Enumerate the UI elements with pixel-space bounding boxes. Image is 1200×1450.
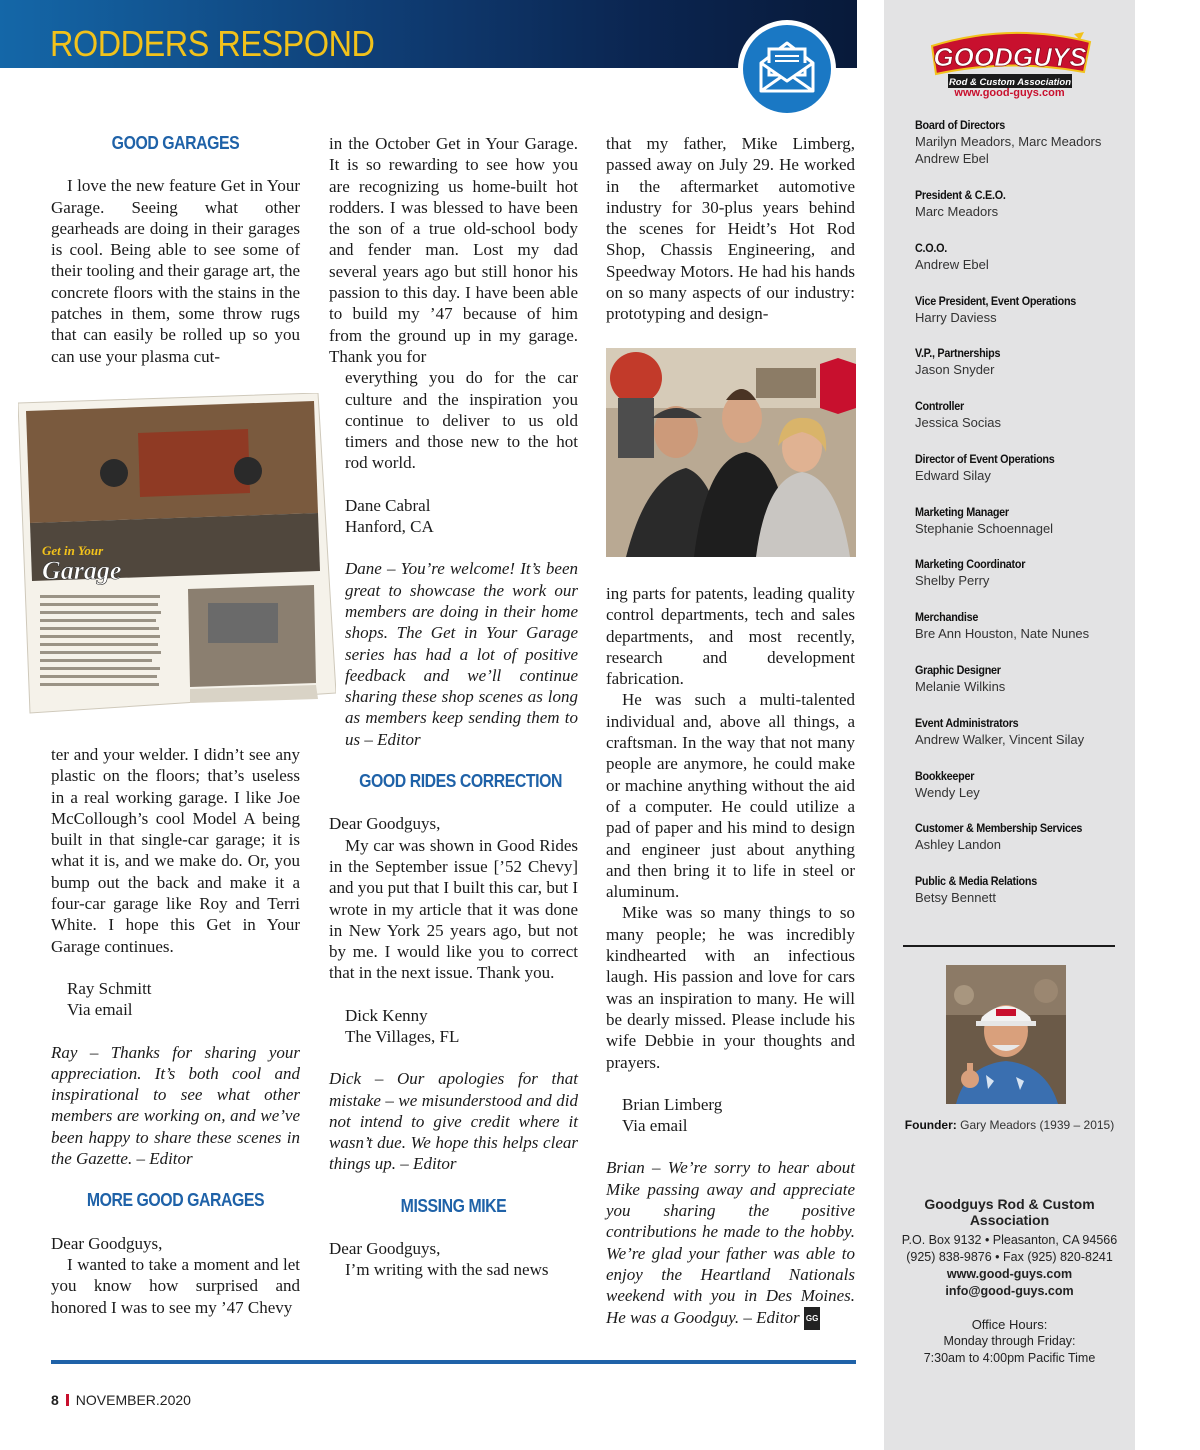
section-title: RODDERS RESPOND bbox=[50, 23, 375, 64]
staff-role: President & C.E.O. bbox=[915, 188, 1006, 202]
staff-role: Graphic Designer bbox=[915, 663, 1001, 677]
editor-reply-text: Brian – We’re sorry to hear about Mike passing away and appreciate you sharing the positive contributions he made to the hobby. We’re glad your father was able to enjoy the Heartland Nationals weekend with you in Des Moines. He was a Goodguy. – Editor bbox=[606, 1158, 855, 1327]
signature-name: Brian Limberg bbox=[622, 1094, 723, 1114]
staff-role: Director of Event Operations bbox=[915, 452, 1055, 466]
salutation: Dear Goodguys, bbox=[329, 814, 441, 834]
signature-from: Via email bbox=[622, 1116, 688, 1136]
staff-coo bbox=[915, 241, 1130, 273]
letter-paragraph: I love the new feature Get in Your Garage. Seeing what other gearheads are doing in their garages is cool. Being able to see some of their tooling and their garage art, the concrete floors with the stains in the patches in them, some throw rugs that can easily be rolled up so you can use your plasma cut- bbox=[51, 176, 300, 366]
contact-org: Goodguys Rod & Custom Association bbox=[924, 1196, 1095, 1228]
staff-names: Wendy Ley bbox=[915, 785, 980, 800]
staff-merchandise bbox=[915, 610, 1130, 642]
heading-more-good-garages: MORE GOOD GARAGES bbox=[86, 1190, 265, 1211]
heading-good-garages: GOOD GARAGES bbox=[111, 133, 240, 153]
founder-caption bbox=[884, 1118, 1135, 1132]
issue-date: NOVEMBER.2020 bbox=[75, 1392, 191, 1408]
contact-address: P.O. Box 9132 • Pleasanton, CA 94566 bbox=[901, 1233, 1118, 1247]
letter-paragraph: He was such a multi-talented individual and, above all things, a craftsman. In the way that not many people are anymore, he could make or machine anything without the aid of a computer. He could utilize a pad of paper and his mind to design and engineer just about anything and then bring it to life in steel or aluminum. bbox=[606, 690, 855, 902]
magazine-title-line-2: Garage bbox=[42, 556, 122, 585]
staff-names: Marc Meadors bbox=[915, 204, 999, 219]
staff-role: Board of Directors bbox=[915, 118, 1005, 132]
signature-name: Dick Kenny bbox=[345, 1005, 428, 1025]
footer-separator bbox=[66, 1394, 69, 1406]
contact-website[interactable]: www.good-guys.com bbox=[946, 1267, 1073, 1281]
staff-vp-partnerships bbox=[915, 346, 1130, 378]
staff-media-relations bbox=[915, 874, 1130, 906]
page-number: 8 bbox=[51, 1392, 59, 1408]
staff-names: Melanie Wilkins bbox=[915, 679, 1006, 694]
staff-customer-services bbox=[915, 821, 1130, 853]
editor-reply bbox=[606, 1157, 855, 1330]
staff-names: Andrew Walker, Vincent Silay bbox=[915, 732, 1085, 747]
staff-director-events bbox=[915, 452, 1130, 484]
letter-paragraph: ter and your welder. I didn’t see any plastic on the floors; that’s useless in a real working garage. I like Joe McCollough’s cool Model A being built in that single-car garage; it is what it is, and we make do. Or, you bump out the back and make it a four-car garage like Roy and Terri White. I hope this Get in Your Garage continues. bbox=[51, 745, 300, 956]
column-3 bbox=[606, 133, 855, 325]
staff-role: Bookkeeper bbox=[915, 769, 975, 783]
staff-names: Harry Daviess bbox=[915, 310, 997, 325]
magazine-title-line-1: Get in Your bbox=[42, 543, 104, 558]
column-2 bbox=[329, 133, 578, 1281]
logo-url: www.good-guys.com bbox=[954, 87, 1065, 99]
staff-names: Shelby Perry bbox=[915, 573, 990, 588]
heading-good-rides-correction: GOOD RIDES CORRECTION bbox=[359, 771, 562, 792]
staff-graphic-designer bbox=[915, 663, 1130, 695]
end-mark-icon: GG bbox=[804, 1307, 820, 1330]
staff-controller bbox=[915, 399, 1130, 431]
staff-marketing-coordinator bbox=[915, 557, 1130, 589]
contact-email[interactable]: info@good-guys.com bbox=[945, 1284, 1074, 1298]
contact-phone: (925) 838-9876 • Fax (925) 820-8241 bbox=[906, 1250, 1113, 1264]
letter-paragraph: My car was shown in Good Rides in the September issue [’52 Chevy] and you put that I built this car, but I wrote in my article that it was done in New York 25 years ago, but not by me. I would like you to correct that in the next issue. Thank you. bbox=[329, 835, 578, 983]
hours-days: Monday through Friday: bbox=[943, 1334, 1076, 1348]
section-header bbox=[0, 0, 857, 68]
staff-bookkeeper bbox=[915, 769, 1130, 801]
staff-names: Ashley Landon bbox=[915, 837, 1002, 852]
staff-role: Merchandise bbox=[915, 610, 979, 624]
staff-names: Marilyn Meadors, Marc Meadors Andrew Ebel bbox=[915, 134, 1102, 166]
editor-reply: Dane – You’re welcome! It’s been great to showcase the work our members are doing in their home shops. The Get in Your Garage series has had a lot of positive feedback and we’ll continue sharing these shop scenes as long as members keep sending them to us – Editor bbox=[345, 559, 578, 749]
staff-names: Stephanie Schoennagel bbox=[915, 521, 1054, 536]
masthead-sidebar bbox=[884, 0, 1135, 1450]
column-1 bbox=[51, 133, 300, 367]
staff-board bbox=[915, 118, 1130, 167]
letter-paragraph: I wanted to take a moment and let you know how surprised and honored I was to see my ’47 Chevy bbox=[51, 1254, 300, 1317]
letter-paragraph: ing parts for patents, leading quality control departments, tech and sales departments, and most recently, research and development fabrication. bbox=[606, 584, 855, 689]
staff-names: Bre Ann Houston, Nate Nunes bbox=[915, 626, 1090, 641]
staff-role: Customer & Membership Services bbox=[915, 821, 1083, 835]
staff-vp-events bbox=[915, 294, 1130, 326]
founder-label: Founder: bbox=[904, 1118, 957, 1132]
heading-missing-mike: MISSING MIKE bbox=[400, 1195, 507, 1216]
letter-paragraph: that my father, Mike Limberg, passed away on July 29. He worked in the aftermarket automotive industry for 30-plus years behind the scenes for Heidt’s Hot Rod Shop, Chassis Engineering, and Speedway Motors. He had his hands on so many aspects of our industry: prototyping and design- bbox=[606, 134, 855, 324]
staff-event-admins bbox=[915, 716, 1130, 748]
staff-role: V.P., Partnerships bbox=[915, 346, 1001, 360]
letter-paragraph: I’m writing with the sad news bbox=[345, 1260, 549, 1280]
staff-names: Edward Silay bbox=[915, 468, 991, 483]
sidebar-divider bbox=[903, 945, 1115, 947]
hours-title: Office Hours: bbox=[971, 1317, 1048, 1332]
staff-role: Marketing Coordinator bbox=[915, 557, 1026, 571]
signature-name: Ray Schmitt bbox=[67, 978, 152, 998]
staff-role: Vice President, Event Operations bbox=[915, 294, 1077, 308]
contact-block bbox=[884, 1196, 1135, 1367]
signature-from: Via email bbox=[67, 1000, 133, 1020]
letter-paragraph: Mike was so many things to so many people; he was incredibly kindhearted with an infectious laugh. His passion and love for cars was an inspiration to many. He will be dearly missed. Please include his wife Debbie in your thoughts and prayers. bbox=[606, 903, 855, 1072]
letter-paragraph: everything you do for the car culture and the inspiration you continue to deliver to us old timers and those new to the hot rod world. bbox=[345, 368, 578, 473]
staff-role: Marketing Manager bbox=[915, 505, 1009, 519]
svg-text:Rod & Custom Association: Rod & Custom Association bbox=[948, 77, 1072, 88]
mail-envelope-icon bbox=[738, 20, 836, 118]
signature-from: Hanford, CA bbox=[345, 517, 434, 537]
editor-reply: Ray – Thanks for sharing your appreciation. It’s both cool and inspirational to see what other members are working on, and we’ve been happy to share these scenes in the Gazette. – Editor bbox=[51, 1042, 300, 1169]
founder-name: Gary Meadors (1939 – 2015) bbox=[960, 1118, 1115, 1132]
svg-text:GOODGUYS: GOODGUYS bbox=[933, 42, 1087, 72]
column-3-continued bbox=[606, 583, 855, 1330]
staff-marketing-manager bbox=[915, 505, 1130, 537]
salutation: Dear Goodguys, bbox=[51, 1233, 163, 1253]
hours-time: 7:30am to 4:00pm Pacific Time bbox=[923, 1351, 1096, 1365]
column-1-continued bbox=[51, 744, 300, 1318]
signature-name: Dane Cabral bbox=[345, 495, 431, 515]
staff-role: Controller bbox=[915, 399, 964, 413]
editor-reply: Dick – Our apologies for that mistake – we misunderstood and did not intend to give credit where it wasn’t due. We hope this helps clear things up. – Editor bbox=[329, 1069, 578, 1174]
page-footer bbox=[51, 1392, 191, 1408]
staff-names: Andrew Ebel bbox=[915, 257, 989, 272]
staff-names: Jessica Socias bbox=[915, 415, 1001, 430]
family-photo bbox=[606, 348, 856, 557]
founder-photo bbox=[946, 965, 1066, 1104]
staff-names: Betsy Bennett bbox=[915, 890, 996, 905]
footer-rule bbox=[51, 1360, 856, 1364]
staff-role: Event Administrators bbox=[915, 716, 1019, 730]
signature-from: The Villages, FL bbox=[345, 1026, 460, 1046]
staff-role: C.O.O. bbox=[915, 241, 947, 255]
salutation: Dear Goodguys, bbox=[329, 1239, 441, 1259]
letter-paragraph: in the October Get in Your Garage. It is so rewarding to see how you are recognizing us home-built hot rodders. I was blessed to have been the son of a true old-school body and fender man. Lost my dad several years ago but still honor his passion to this day. I have been able to build my ’47 because of him from the ground up in my garage. Thank you for bbox=[329, 134, 578, 366]
staff-names: Jason Snyder bbox=[915, 362, 995, 377]
magazine-spread-image bbox=[18, 393, 336, 723]
staff-role: Public & Media Relations bbox=[915, 874, 1037, 888]
staff-president bbox=[915, 188, 1130, 220]
